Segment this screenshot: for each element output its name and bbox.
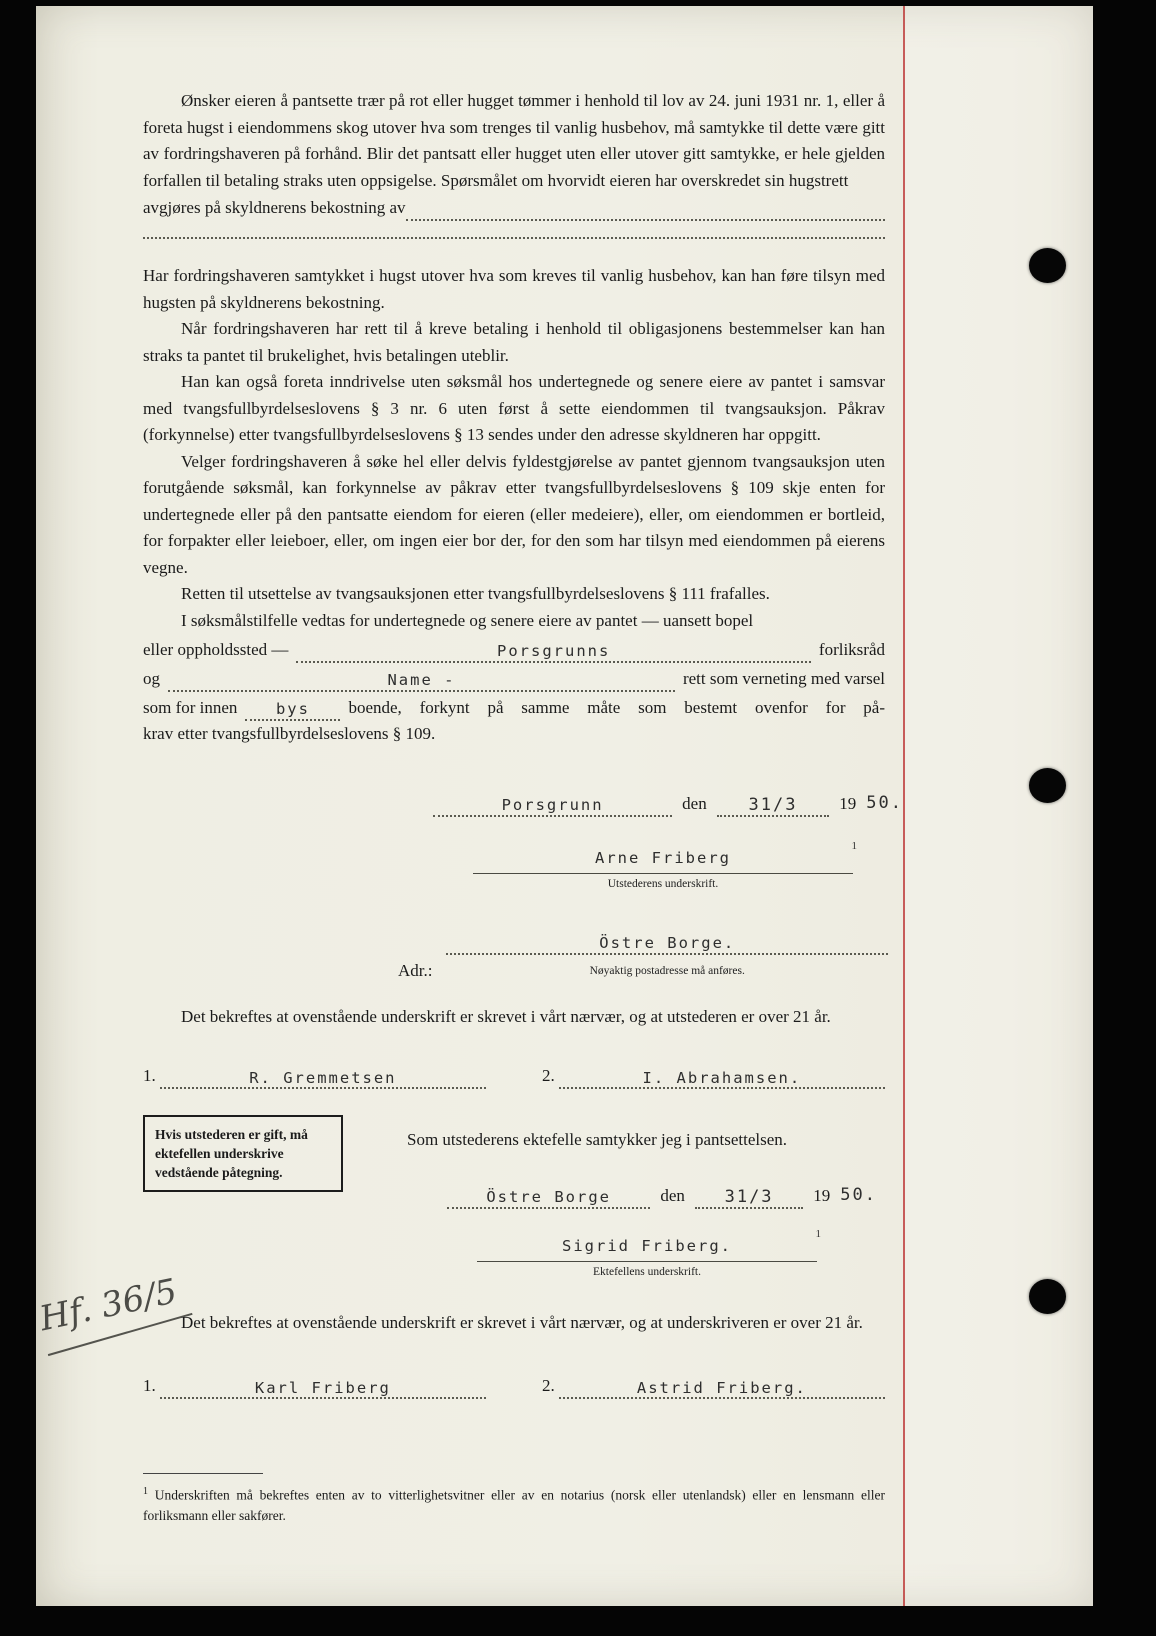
witness2-name1-field bbox=[160, 1371, 486, 1400]
dotted-rule bbox=[143, 235, 885, 239]
issuer-signature-line bbox=[473, 839, 857, 875]
witness2-name2-field bbox=[559, 1371, 885, 1400]
spouse-section bbox=[143, 1115, 885, 1280]
footnote bbox=[143, 1482, 885, 1526]
venue-row3-suffix: boende, forkynt på samme måte som bestemt ovenfor for på- bbox=[348, 698, 885, 717]
witness2-name2-value: Astrid Friberg. bbox=[636, 1378, 807, 1397]
hole-punch-top bbox=[1029, 248, 1066, 283]
venue-row2-suffix: rett som verneting med varsel bbox=[682, 669, 885, 688]
venue-row2-label: og bbox=[143, 669, 160, 688]
paragraph-betaling: Når fordringshaveren har rett til å kreve betaling i henhold til obligasjonens bestemmelser kan han straks ta pantet til brukelighet, hvis betalingen uteblir. bbox=[143, 319, 885, 365]
den-label: den bbox=[682, 793, 707, 813]
address-caption: Nøyaktig postadresse må anføres. bbox=[589, 964, 745, 977]
venue-bys-field bbox=[245, 692, 340, 721]
handwritten-annotation: Hf. 36/5 bbox=[36, 1269, 194, 1351]
witness1-number-2: 2. bbox=[542, 1065, 555, 1085]
witness-row-1 bbox=[143, 1061, 885, 1090]
execution-year-value: 50. bbox=[866, 792, 903, 813]
venue-row-1 bbox=[143, 634, 885, 663]
venue-row1-label: eller oppholdssted — bbox=[143, 640, 289, 659]
address-field bbox=[446, 926, 888, 955]
spouse-consent-area bbox=[343, 1115, 885, 1280]
footnote-rule bbox=[143, 1473, 263, 1474]
issuer-signature-value: Arne Friberg bbox=[595, 848, 731, 867]
venue-row1-suffix: forliksråd bbox=[818, 640, 885, 659]
intro-tail-label: avgjøres på skyldnerens bekostning av bbox=[143, 198, 406, 217]
spouse-signature-value: Sigrid Friberg. bbox=[562, 1236, 732, 1255]
venue-court-value: Name - bbox=[387, 671, 456, 689]
spouse-footnote-ref: 1 bbox=[815, 1227, 821, 1240]
year-prefix: 19 bbox=[839, 793, 857, 813]
paragraph-utsettelse: Retten til utsettelse av tvangsauksjonen etter tvangsfullbyrdelseslovens § 111 frafalles. bbox=[181, 584, 770, 603]
witness1-name2-value: I. Abrahamsen. bbox=[642, 1068, 802, 1087]
witness2-name1-value: Karl Friberg bbox=[254, 1378, 391, 1397]
hole-punch-bottom bbox=[1029, 1279, 1066, 1314]
attestation-1: Det bekreftes at ovenstående underskrift er skrevet i vårt nærvær, og at utstederen er over 21 år. bbox=[181, 1007, 831, 1026]
spouse-year-prefix: 19 bbox=[813, 1185, 831, 1205]
document-page bbox=[36, 6, 1093, 1606]
venue-row-3 bbox=[143, 692, 885, 721]
footnote-marker: 1 bbox=[143, 1486, 148, 1497]
spouse-date-row bbox=[447, 1180, 877, 1209]
spouse-place-field bbox=[447, 1180, 650, 1209]
spouse-den-label: den bbox=[660, 1185, 685, 1205]
execution-date-value: 31/3 bbox=[748, 794, 798, 815]
issuer-signature-caption: Utstederens underskrift. bbox=[607, 878, 719, 890]
footnote-text: Underskriften må bekreftes enten av to vitterlighetsvitner eller av en notarius (norsk eller utenlandsk) eller en lensmann eller forliksmann eller sakfører. bbox=[143, 1487, 885, 1523]
venue-city-value: Porsgrunns bbox=[497, 642, 611, 660]
spouse-date-field bbox=[695, 1180, 803, 1209]
spouse-instruction-box: Hvis utstederen er gift, må ektefellen underskrive vedstående påtegning. bbox=[143, 1115, 343, 1192]
blank-line-decided-by bbox=[406, 199, 886, 221]
document-content bbox=[143, 88, 903, 1526]
venue-city-field bbox=[296, 634, 810, 663]
spouse-year-value: 50. bbox=[840, 1184, 877, 1205]
venue-row3-label: som for innen bbox=[143, 698, 238, 717]
witness1-name1-field bbox=[160, 1061, 486, 1090]
issuer-signature-block bbox=[473, 839, 857, 893]
execution-place-value: Porsgrunn bbox=[501, 795, 604, 814]
address-label: Adr.: bbox=[398, 960, 433, 980]
spouse-place-value: Östre Borge bbox=[486, 1187, 611, 1206]
paragraph-inndrivelse: Han kan også foreta inndrivelse uten søksmål hos undertegnede og senere eiere av pantet i samsvar med tvangsfullbyrdelseslovens § 3 nr. 6 uten først å sette eiendommen til tvangsauksjon. Påkrav (forkynnelse) etter tvangsfullbyrdelseslovens § 13 sendes under den adresse skyldneren har oppgitt. bbox=[143, 372, 885, 444]
venue-row-4: krav etter tvangsfullbyrdelseslovens § 109. bbox=[143, 724, 436, 743]
witness2-number-1: 1. bbox=[143, 1375, 156, 1395]
address-row bbox=[398, 926, 888, 984]
execution-place-field bbox=[433, 788, 672, 817]
witness1-name2-field bbox=[559, 1061, 885, 1090]
spouse-signature-block bbox=[477, 1227, 821, 1281]
attestation-2: Det bekreftes at ovenstående underskrift er skrevet i vårt nærvær, og at underskriveren er over 21 år. bbox=[181, 1313, 863, 1332]
venue-court-field bbox=[168, 663, 675, 692]
spouse-signature-line bbox=[477, 1227, 821, 1263]
footnote-ref: 1 bbox=[851, 839, 857, 852]
red-margin-line bbox=[903, 6, 905, 1606]
execution-date-field bbox=[717, 788, 830, 817]
paragraph-tilsyn: Har fordringshaveren samtykket i hugst utover hva som kreves til vanlig husbehov, kan han føre tilsyn med hugsten på skyldnerens bekostning. bbox=[143, 266, 885, 312]
witness1-number-1: 1. bbox=[143, 1065, 156, 1085]
paragraph-tvangsauksjon: Velger fordringshaveren å søke hel eller delvis fyldestgjørelse av pantet gjennom tvangsauksjon uten forutgående søksmål, kan forkynnelse av påkrav etter tvangsfullbyrdelseslovens § 109 skje enten for undertegnede eller på den pantsatte eiendom for eieren (eller medeiere), eller, om eiendommen er bortleid, for forpakter eller leieboer, eller, om ingen eier bor der, for den som har tilsyn med eiendommen på eierens vegne. bbox=[143, 451, 885, 577]
paragraph-verneting: I søksmålstilfelle vedtas for undertegnede og senere eiere av pantet — uansett bopel bbox=[181, 610, 754, 630]
venue-row-2 bbox=[143, 663, 885, 692]
spouse-date-value: 31/3 bbox=[724, 1186, 774, 1207]
witness2-number-2: 2. bbox=[542, 1375, 555, 1395]
venue-bys-value: bys bbox=[275, 700, 310, 718]
right-margin-strip bbox=[905, 6, 1093, 1606]
spouse-consent-text: Som utstederens ektefelle samtykker jeg i pantsettelsen. bbox=[407, 1130, 788, 1149]
hole-punch-middle bbox=[1029, 768, 1066, 803]
witness-row-2 bbox=[143, 1371, 885, 1400]
address-field-wrap bbox=[446, 926, 888, 984]
intro-tail-row bbox=[143, 194, 885, 221]
intro-paragraph: Ønsker eieren å pantsette trær på rot eller hugget tømmer i henhold til lov av 24. juni 1931 nr. 1, eller å foreta hugst i eiendommens skog utover hva som trenges til vanlig husbehov, må samtykke til dette være gitt av fordringshaveren på forhånd. Blir det pantsatt eller hugget uten eller utover gitt samtykke, er hele gjelden forfallen til betaling straks uten oppsigelse. Spørsmålet om hvorvidt eieren har overskredet sin hugstrett bbox=[143, 91, 885, 190]
address-value: Östre Borge. bbox=[599, 934, 736, 952]
spouse-signature-caption: Ektefellens underskrift. bbox=[593, 1266, 701, 1278]
execution-date-row bbox=[433, 788, 903, 817]
witness1-name1-value: R. Gremmetsen bbox=[249, 1068, 397, 1087]
